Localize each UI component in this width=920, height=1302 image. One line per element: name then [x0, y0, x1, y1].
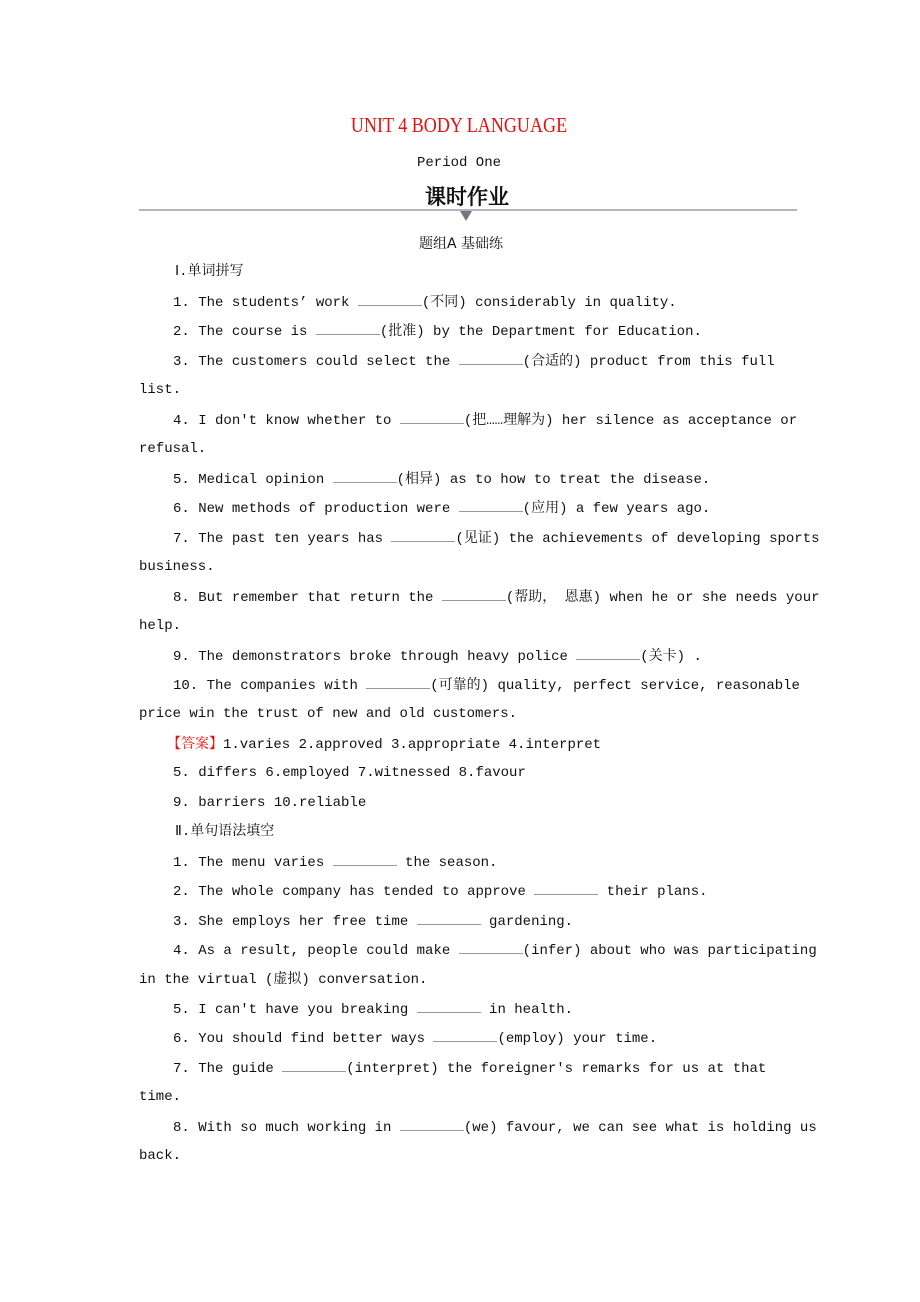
question-item: 8. With so much working in (we) favour, we can see what is holding us	[173, 1120, 817, 1136]
section2-heading: Ⅱ.单句语法填空	[175, 824, 275, 840]
answer-blank[interactable]	[433, 1029, 497, 1042]
section1-heading: Ⅰ.单词拼写	[175, 264, 244, 280]
period-label: Period One	[416, 155, 501, 171]
question-item: 3. She employs her free time gardening.	[173, 914, 574, 930]
answer-blank[interactable]	[459, 499, 523, 512]
answer-line: 5. differs 6.employed 7.witnessed 8.favour	[173, 765, 526, 781]
question-item: 9. The demonstrators broke through heavy police (关卡) .	[173, 649, 702, 665]
question-item: 7. The past ten years has (见证) the achievements of developing sports	[173, 531, 820, 547]
question-continuation: time.	[139, 1089, 182, 1105]
question-continuation: back.	[139, 1148, 182, 1164]
question-item: 1. The students’ work (不同) considerably in quality.	[173, 295, 677, 311]
answer-blank[interactable]	[333, 470, 397, 483]
answer-blank[interactable]	[282, 1059, 346, 1072]
question-item: 5. I can't have you breaking in health.	[173, 1002, 574, 1018]
question-item: 1. The menu varies the season.	[173, 855, 498, 871]
question-item: 7. The guide (interpret) the foreigner's remarks for us at that	[173, 1061, 767, 1077]
answer-blank[interactable]	[442, 588, 506, 601]
question-item: 2. The whole company has tended to approve their plans.	[173, 884, 708, 900]
answer-line: 【答案】1.varies 2.approved 3.appropriate 4.interpret	[167, 736, 602, 753]
triangle-down-icon	[460, 211, 472, 221]
answer-blank[interactable]	[417, 912, 481, 925]
answer-blank[interactable]	[576, 647, 640, 660]
question-item: 4. I don't know whether to (把……理解为) her silence as acceptance or	[173, 413, 798, 429]
homework-heading: 课时作业	[425, 185, 509, 209]
question-item: 6. New methods of production were (应用) a few years ago.	[173, 501, 711, 517]
answer-blank[interactable]	[391, 529, 455, 542]
answer-blank[interactable]	[459, 352, 523, 365]
answer-blank[interactable]	[366, 676, 430, 689]
question-continuation: in the virtual (虚拟) conversation.	[139, 972, 428, 988]
question-continuation: business.	[139, 559, 215, 575]
answer-tag: 【答案】	[167, 736, 223, 752]
question-item: 10. The companies with (可靠的) quality, perfect service, reasonable	[173, 678, 800, 694]
question-item: 6. You should find better ways (employ) your time.	[173, 1031, 658, 1047]
answer-blank[interactable]	[459, 941, 523, 954]
answer-blank[interactable]	[400, 1118, 464, 1131]
question-continuation: help.	[139, 618, 182, 634]
answer-blank[interactable]	[400, 411, 464, 424]
question-item: 8. But remember that return the (帮助， 恩惠) when he or she needs your	[173, 590, 820, 606]
question-item: 2. The course is (批准) by the Department for Education.	[173, 324, 702, 340]
question-item: 4. As a result, people could make (infer) about who was participating	[173, 943, 817, 959]
answer-line: 9. barriers 10.reliable	[173, 795, 367, 811]
group-label: 题组A 基础练	[418, 236, 504, 252]
question-continuation: list.	[139, 382, 182, 398]
unit-title: UNIT 4 BODY LANGUAGE	[350, 113, 568, 137]
question-continuation: refusal.	[139, 441, 207, 457]
answer-blank[interactable]	[417, 1000, 481, 1013]
question-item: 5. Medical opinion (相异) as to how to treat the disease.	[173, 472, 711, 488]
answer-blank[interactable]	[534, 882, 598, 895]
answer-blank[interactable]	[316, 322, 380, 335]
question-item: 3. The customers could select the (合适的) product from this full	[173, 354, 775, 370]
answer-blank[interactable]	[358, 293, 422, 306]
answer-blank[interactable]	[333, 853, 397, 866]
question-continuation: price win the trust of new and old customers.	[139, 706, 518, 722]
